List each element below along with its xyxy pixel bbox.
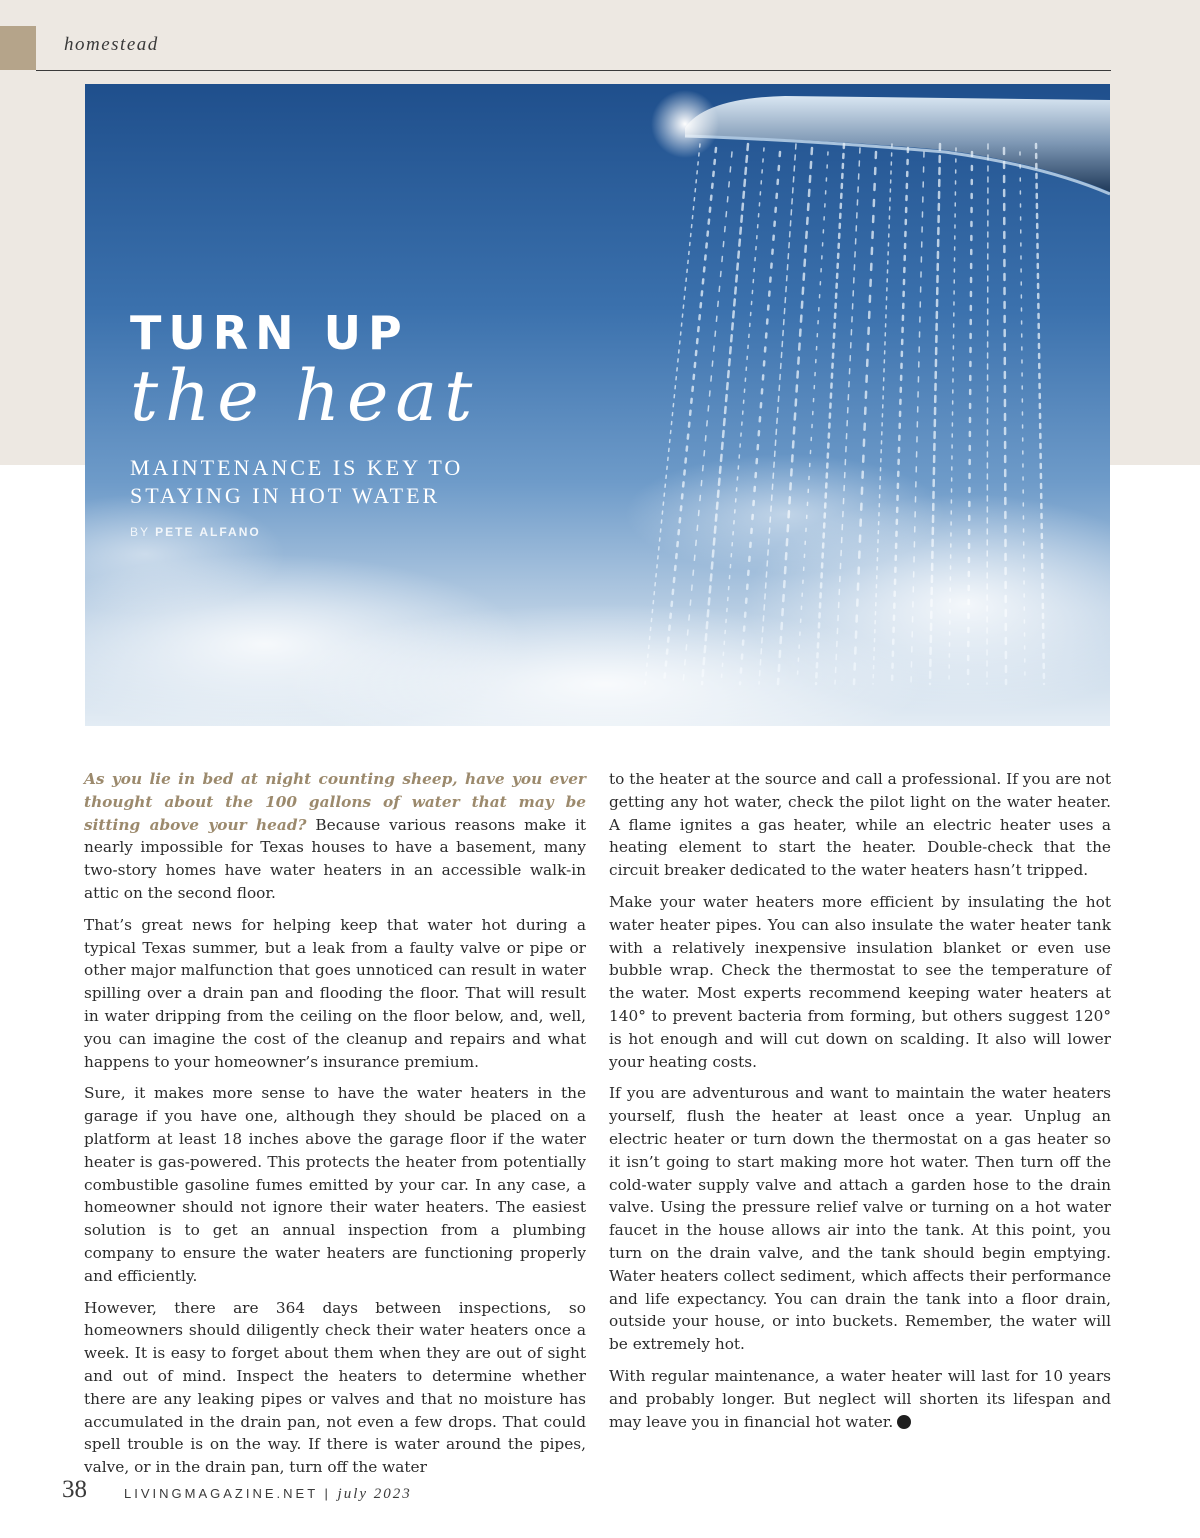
paragraph-3: Sure, it makes more sense to have the water heaters in the garage if you have one, although they should be placed on a platform at least 18 inches above the garage floor if the water heater is gas-powered. This protects the heater from potentially combustible gasoline fumes emitted by your car. In any case, a homeowner should not ignore their water heaters. The easiest solution is to get an annual inspection from a plumbing company to ensure the water heaters are functioning properly and efficiently.	[84, 1084, 586, 1285]
article-column-left	[84, 768, 586, 1488]
paragraph-1-text: Because various reasons make it nearly impossible for Texas houses to have a basement, many two-story homes have water heaters in an accessible walk-in attic on the second floor.	[84, 815, 586, 902]
hero-image	[85, 84, 1110, 726]
footer-issue: july 2023	[337, 1486, 412, 1502]
lead-in: As you lie in bed at night counting sheep, have you ever thought about the 100 gallons of water that may be sitting above your head?	[84, 770, 586, 834]
water-stream	[702, 144, 748, 684]
paragraph-4: However, there are 364 days between inspections, so homeowners should diligently check their water heaters once a week. It is easy to forget about them when they are out of sight and out of mind. Inspect the heaters to determine whether there are any leaking pipes or valves and that no moisture has accumulated in the drain pan, not even a few drops. That could spell trouble is on the way. If there is water around the pipes, valve, or in the drain pan, turn off the water	[84, 1298, 586, 1477]
end-mark-icon	[897, 1415, 911, 1429]
paragraph-8-text: With regular maintenance, a water heater will last for 10 years and probably longer. But neglect will shorten its lifespan and may leave you in financial hot water.	[609, 1366, 1111, 1431]
article-column-right	[609, 768, 1111, 1442]
paragraph-7: If you are adventurous and want to maintain the water heaters yourself, flush the heater at least once a year. Unplug an electric heater or turn down the thermostat on a gas heater so it isn’t going to start making more hot water. Then turn off the cold-water supply valve and attach a garden hose to the drain valve. Using the pressure relief valve or turning on a hot water faucet in the house allows air into the tank. At this point, you turn on the drain valve, and the tank should begin emptying. Water heaters collect sediment, which affects their performance and life expectancy. You can drain the tank into a floor drain, outside your house, or into buckets. Remember, the water will be extremely hot.	[609, 1084, 1111, 1354]
section-label: homestead	[64, 34, 159, 55]
headline-line-1: TURN UP	[130, 306, 409, 360]
footer-separator: |	[324, 1486, 331, 1501]
byline	[130, 525, 610, 539]
paragraph-8	[609, 1365, 1111, 1433]
footer-folio	[124, 1486, 412, 1503]
paragraph-2: That’s great news for helping keep that water hot during a typical Texas summer, but a leak from a faulty valve or pipe or other major malfunction that goes unnoticed can result in water spilling over a drain pan and flooding the floor. That will result in water dripping from the ceiling on the floor below, and, well, you can imagine the cost of the cleanup and repairs and what happens to your homeowner’s insurance premium.	[84, 915, 586, 1071]
headline-line-2: the heat	[130, 355, 480, 437]
footer-site: LIVINGMAGAZINE.NET	[124, 1486, 318, 1501]
paragraph-6: Make your water heaters more efficient by insulating the hot water heater pipes. You can also insulate the water heater tank with a relatively inexpensive insulation blanket or even use bubble wrap. Check the thermostat to see the temperature of the water. Most experts recommend keeping water heaters at 140° to prevent bacteria from forming, but others suggest 120° is hot enough and will cut down on scalding. It also will lower your heating costs.	[609, 892, 1111, 1071]
paragraph-5: to the heater at the source and call a professional. If you are not getting any hot water, check the pilot light on the water heater. A flame ignites a gas heater, while an electric heater uses a heating element to start the heater. Double-check that the circuit breaker dedicated to the water heaters hasn’t tripped.	[609, 770, 1111, 880]
header-divider	[36, 70, 1111, 71]
paragraph-1	[84, 768, 586, 905]
section-color-tab	[0, 26, 36, 70]
page-number: 38	[62, 1476, 87, 1503]
author-name: PETE ALFANO	[155, 524, 261, 539]
headline-block	[130, 306, 610, 539]
byline-prefix: BY	[130, 524, 150, 539]
subheadline: MAINTENANCE IS KEY TO STAYING IN HOT WATER	[130, 454, 464, 509]
